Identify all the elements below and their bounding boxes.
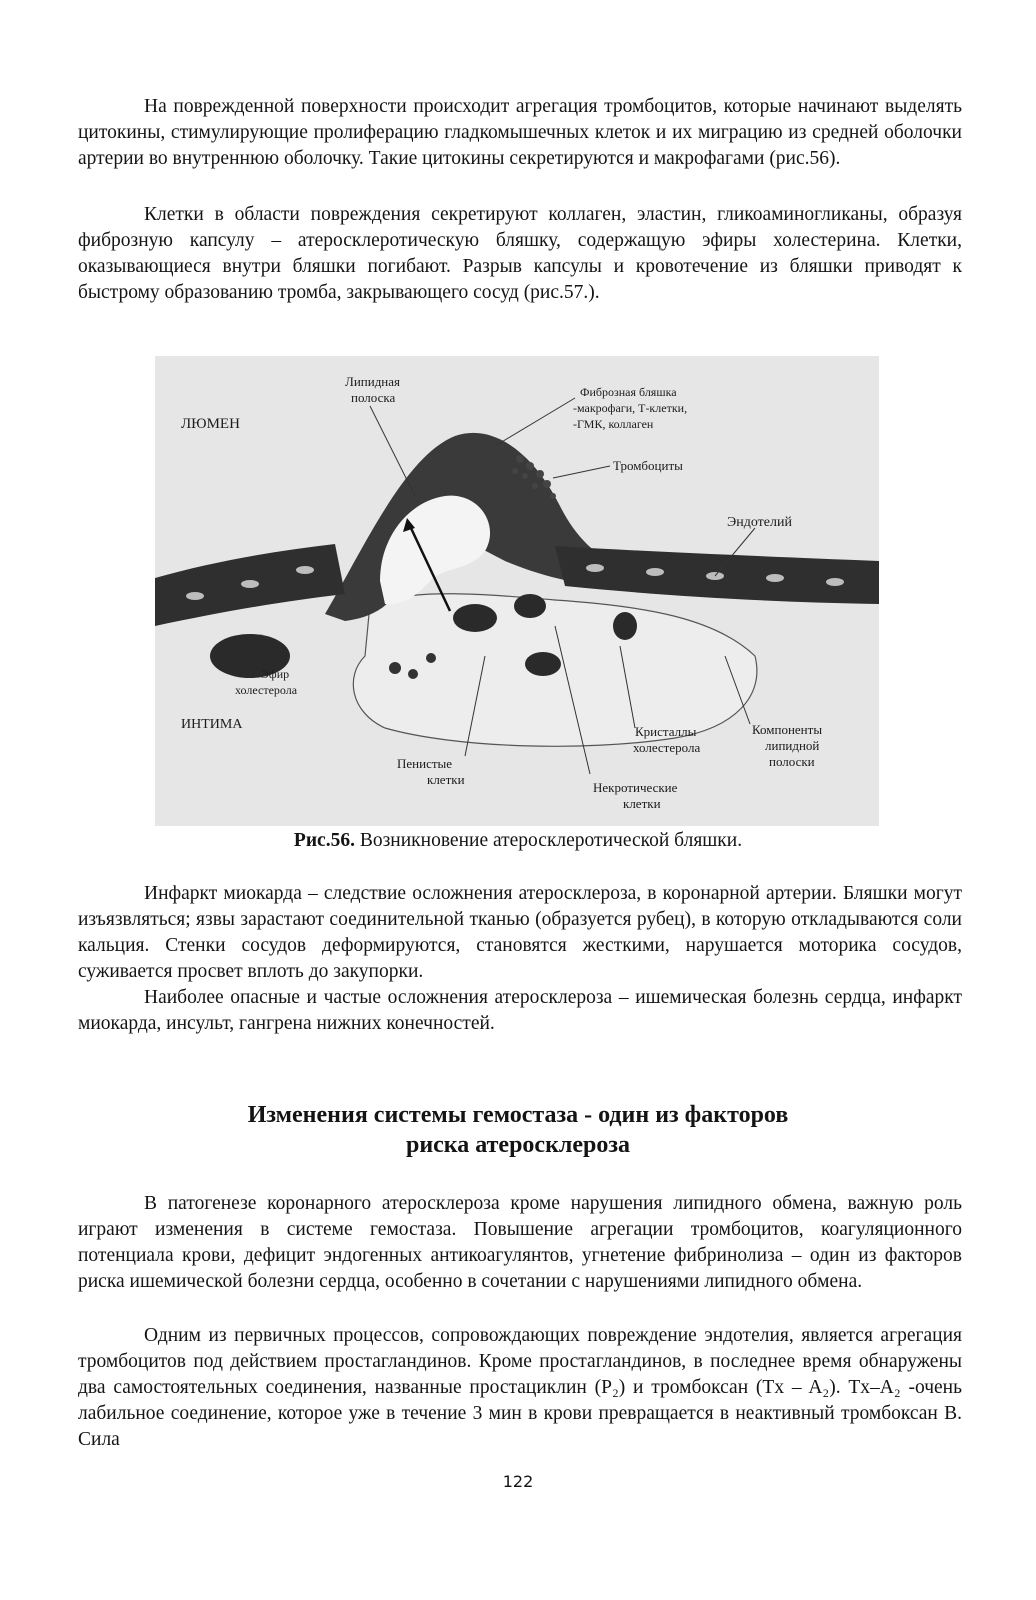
label-necrotic-cells: Некротические: [593, 780, 678, 795]
label-crystals-2: холестерола: [633, 740, 701, 755]
label-fibrous-plaque-2: -макрофаги, Т-клетки,: [573, 401, 688, 415]
label-intima: ИНТИМА: [181, 717, 243, 732]
heading-line-1: Изменения системы гемостаза - один из факторов: [247, 1102, 789, 1128]
caption-number: Рис.56.: [293, 830, 355, 851]
label-endothelium: Эндотелий: [727, 515, 792, 530]
label-cholesterol-ester: Эфир: [261, 667, 290, 681]
label-components-2: липидной: [765, 738, 820, 753]
label-crystals: Кристаллы: [635, 724, 697, 739]
label-foam-cells: Пенистые: [397, 756, 453, 771]
label-fibrous-plaque-3: -ГМК, коллаген: [573, 417, 654, 431]
caption-text: Возникновение атеросклеротической бляшки.: [354, 830, 743, 851]
page-number: 122: [502, 1472, 534, 1491]
label-cholesterol-ester-2: холестерола: [235, 683, 298, 697]
label-lipid-strip-2: полоска: [351, 390, 396, 405]
paragraph-prostaglandins: Одним из первичных процессов, сопровождающих повреждение эндотелия, является агрегация тромбоцитов под действием простагландинов. Кроме простагландинов, в последнее время обнаружены два самостоятельных соединения, названные простациклин (P₂) и тромбоксан (Tx – A₂). Tx–A₂ -очень лабильное соединение, которое уже в течение 3 мин в крови превращается в неактивный тромбоксан B. Сила: [78, 1325, 962, 1450]
heading-line-2: риска атеросклероза: [405, 1132, 631, 1158]
figure-caption: [0, 829, 1036, 853]
label-components-3: полоски: [769, 754, 815, 769]
plaque-diagram: [155, 356, 879, 826]
label-platelets: Тромбоциты: [613, 458, 683, 473]
section-heading: [0, 1100, 1036, 1160]
paragraph-fibrous-capsule: Клетки в области повреждения секретируют коллаген, эластин, гликоаминогликаны, образуя фиброзную капсулу – атеросклеротическую бляшку, содержащую эфиры холестерина. Клетки, оказывающиеся внутри бляшки погибают. Разрыв капсулы и кровотечение из бляшки приводят к быстрому образованию тромба, закрывающего сосуд (рис.57.).: [78, 204, 962, 303]
label-components: Компоненты: [752, 722, 823, 737]
paragraph-pathogenesis: В патогенезе коронарного атеросклероза кроме нарушения липидного обмена, важную роль играют изменения в системе гемостаза. Повышение агрегации тромбоцитов, коагуляционного потенциала крови, дефицит эндогенных антикоагулянтов, угнетение фибринолиза – один из факторов риска ишемической болезни сердца, особенно в сочетании с нарушениями липидного обмена.: [78, 1193, 962, 1292]
label-lumen: ЛЮМЕН: [181, 416, 240, 432]
label-fibrous-plaque: Фиброзная бляшка: [580, 385, 677, 399]
label-necrotic-cells-2: клетки: [623, 796, 661, 811]
paragraph-platelet-aggregation: На поврежденной поверхности происходит агрегация тромбоцитов, которые начинают выделять цитокины, стимулирующие пролиферацию гладкомышечных клеток и их миграцию из средней оболочки артерии во внутреннюю оболочку. Такие цитокины секретируются и макрофагами (рис.56).: [78, 96, 962, 169]
label-foam-cells-2: клетки: [427, 772, 465, 787]
paragraph-complications: Наиболее опасные и частые осложнения атеросклероза – ишемическая болезнь сердца, инфаркт миокарда, инсульт, гангрена нижних конечностей.: [78, 987, 962, 1034]
paragraph-myocardial-infarction: Инфаркт миокарда – следствие осложнения атеросклероза, в коронарной артерии. Бляшки могут изъязвляться; язвы зарастают соединительной тканью (образуется рубец), в которую откладываются соли кальция. Стенки сосудов деформируются, становятся жесткими, нарушается моторика сосудов, суживается просвет вплоть до закупорки.: [78, 883, 962, 982]
figure-atherosclerotic-plaque: [155, 356, 879, 826]
label-lipid-strip: Липидная: [345, 374, 401, 389]
